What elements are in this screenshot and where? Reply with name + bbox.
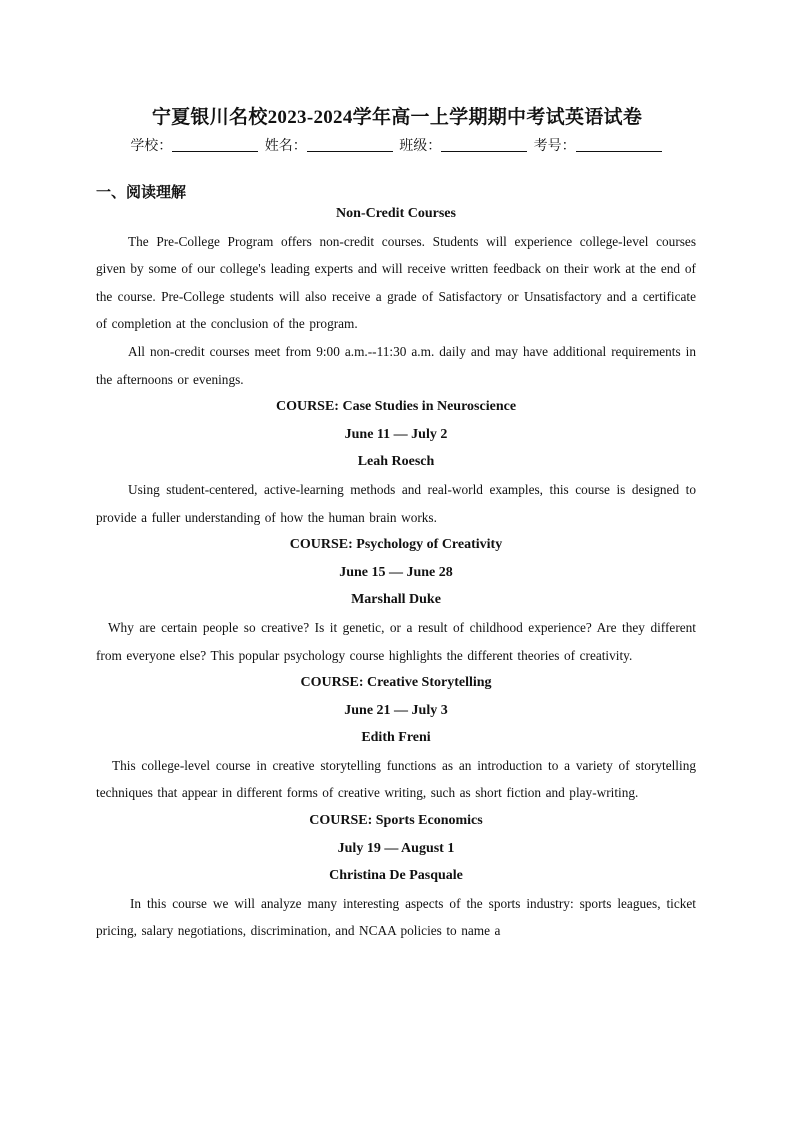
course-instructor: Christina De Pasquale: [329, 868, 463, 884]
course-title: COURSE: Sports Economics: [309, 813, 483, 829]
course-dates: June 11 — July 2: [344, 426, 448, 442]
reading-article: [96, 200, 696, 945]
class-blank: [441, 137, 527, 152]
school-label: 学校：: [130, 138, 173, 154]
section-heading: 一、阅读理解: [96, 183, 187, 201]
student-info-line: [0, 135, 794, 155]
course-instructor: Marshall Duke: [351, 592, 441, 608]
course-instructor: Leah Roesch: [357, 454, 435, 470]
course-description: This college-level course in creative storytelling functions as an introduction to a variety of storytelling techniques that appear in different forms of creative writing, such as short fiction and play-writing.: [96, 757, 696, 801]
course-description: In this course we will analyze many interesting aspects of the sports industry: sports leagues, ticket pricing, salary negotiations, discrimination, and NCAA policies to name a: [96, 895, 696, 939]
class-label: 班级：: [399, 138, 442, 154]
exam-number-blank: [576, 137, 662, 152]
intro-paragraph-2: All non-credit courses meet from 9:00 a.m.--11:30 a.m. daily and may have additional requirements in the afternoons or evenings.: [96, 343, 696, 387]
exam-number-label: 考号：: [533, 138, 576, 154]
name-blank: [307, 137, 393, 152]
course-title: COURSE: Creative Storytelling: [300, 675, 492, 691]
exam-title: 宁夏银川名校2023-2024学年高一上学期期中考试英语试卷: [151, 107, 643, 128]
intro-paragraph-1: The Pre-College Program offers non-credit courses. Students will experience college-level courses given by some of our college's leading experts and will receive written feedback on their work at the end of the course. Pre-College students will also receive a grade of Satisfactory or Unsatisfactory and a certificate of completion at the conclusion of the program.: [96, 233, 696, 332]
course-dates: June 15 — June 28: [339, 564, 453, 580]
course-dates: July 19 — August 1: [337, 840, 455, 856]
course-title: COURSE: Psychology of Creativity: [289, 537, 503, 553]
school-blank: [172, 137, 258, 152]
article-title: Non-Credit Courses: [336, 206, 456, 221]
course-title: COURSE: Case Studies in Neuroscience: [275, 399, 517, 415]
course-dates: June 21 — July 3: [344, 702, 448, 718]
name-label: 姓名：: [264, 138, 307, 154]
course-description: Using student-centered, active-learning methods and real-world examples, this course is designed to provide a fuller understanding of how the human brain works.: [96, 481, 696, 525]
course-instructor: Edith Freni: [361, 730, 431, 746]
course-description: Why are certain people so creative? Is it genetic, or a result of childhood experience? Are they different from everyone else? This popular psychology course highlights the different theories of creativity.: [96, 619, 696, 663]
